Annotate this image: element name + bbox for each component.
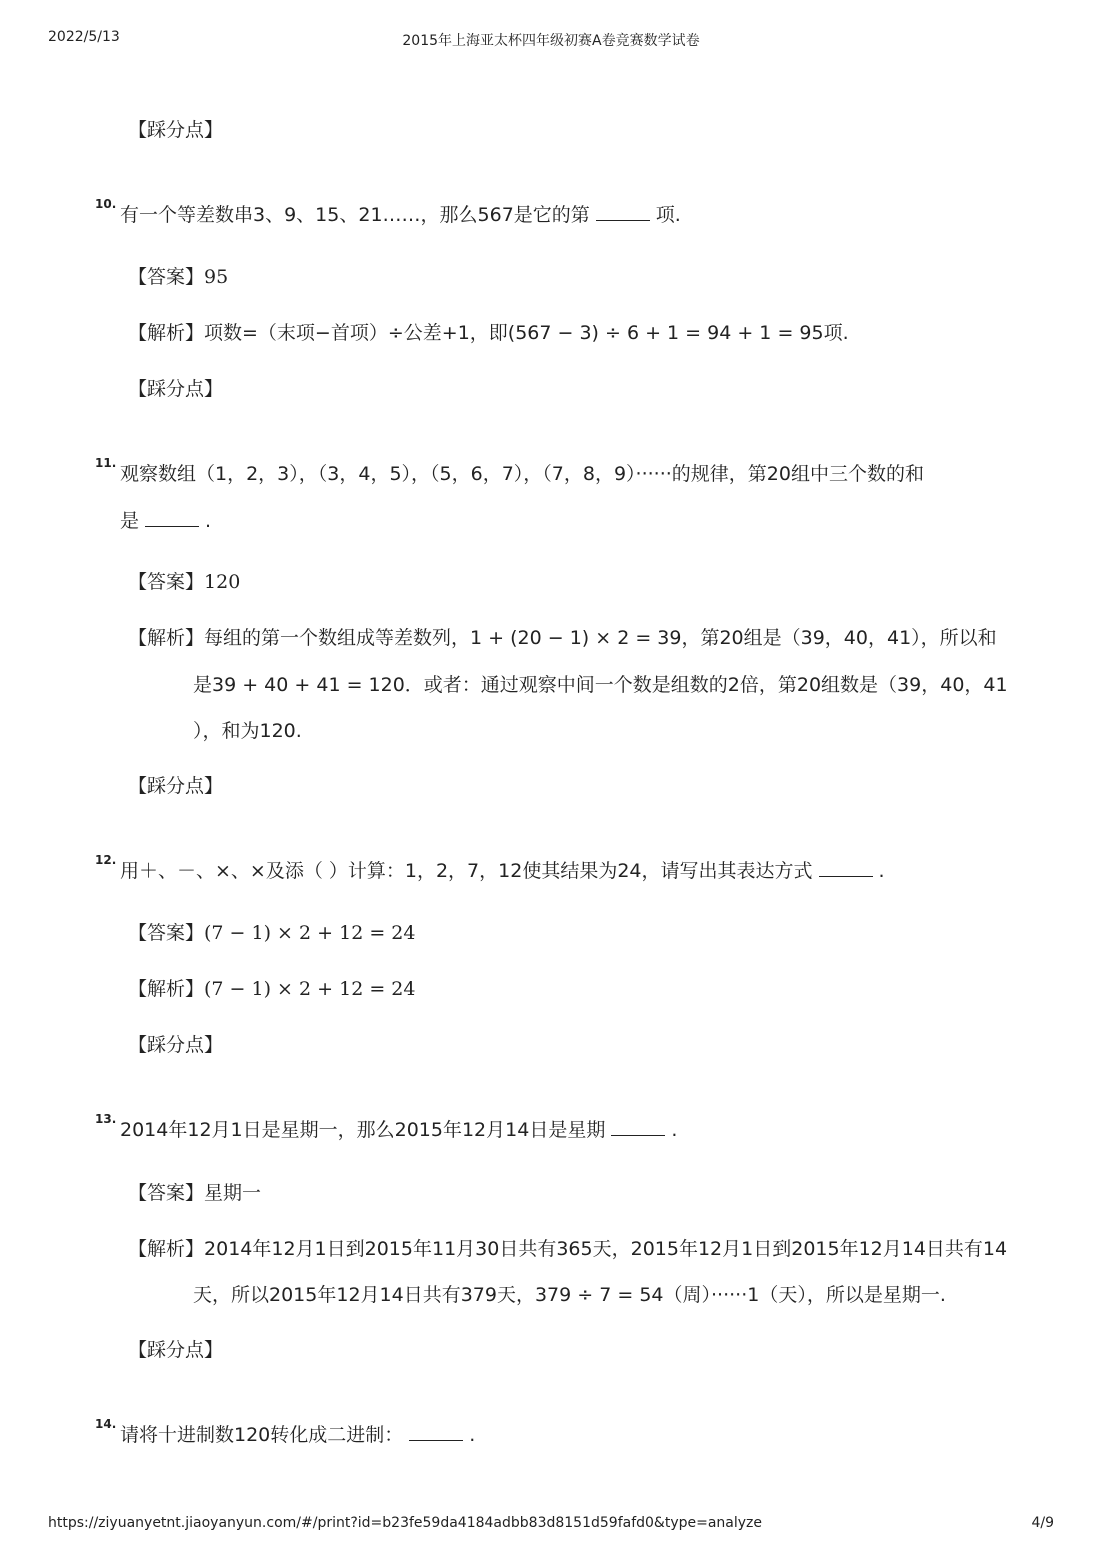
analysis-text: 项数=（末项−首项）÷公差+1，即(567 − 3) ÷ 6 + 1 = 94 + 1 = 95项. (204, 322, 849, 344)
analysis-text-cont: 是39 + 40 + 41 = 120．或者：通过观察中间一个数是组数的2倍，第20组数是（39，40，41 (193, 674, 1008, 696)
analysis-row (128, 318, 849, 345)
answer-blank[interactable] (596, 219, 650, 221)
score-label: 【踩分点】 (128, 1034, 224, 1056)
answer-row (128, 262, 228, 289)
answer-blank[interactable] (409, 1439, 463, 1441)
question-number: 12. (95, 853, 117, 867)
score-label: 【踩分点】 (128, 775, 224, 797)
analysis-label: 【解析】 (128, 978, 205, 1000)
analysis-text: 每组的第一个数组成等差数列，1 + (20 − 1) × 2 = 39，第20组是（39，40，41），所以和 (204, 627, 997, 649)
question-number: 10. (95, 197, 117, 211)
question-text: 观察数组（1，2，3），（3，4，5），（5，6，7），（7，8，9）······的规律，第20组中三个数的和 (120, 463, 924, 485)
header-date: 2022/5/13 (48, 29, 120, 45)
question-text: 2014年12月1日是星期一，那么2015年12月14日是星期 . (120, 1119, 678, 1141)
answer-label: 【答案】 (128, 266, 205, 288)
analysis-label: 【解析】 (128, 1238, 205, 1260)
question-number: 13. (95, 1112, 117, 1126)
analysis-text: (7 − 1) × 2 + 12 = 24 (204, 978, 416, 1000)
analysis-row (128, 974, 415, 1001)
footer-url: https://ziyuanyetnt.jiaoyanyun.com/#/print?id=b23fe59da4184adbb83d8151d59fafd0&type=analyze (48, 1515, 763, 1531)
answer-row (128, 918, 415, 945)
question-text: 请将十进制数120转化成二进制： . (120, 1424, 476, 1446)
question-text-cont: 是 . (120, 510, 212, 532)
answer-row (128, 567, 240, 594)
analysis-label: 【解析】 (128, 627, 205, 649)
analysis-text: 2014年12月1日到2015年11月30日共有365天，2015年12月1日到2015年12月14日共有14 (204, 1238, 1008, 1260)
answer-label: 【答案】 (128, 571, 205, 593)
header-title: 2015年上海亚太杯四年级初赛A卷竞赛数学试卷 (402, 33, 700, 49)
analysis-row (128, 623, 997, 650)
answer-value: 120 (204, 571, 241, 593)
analysis-text-cont: ），和为120. (193, 720, 302, 742)
score-label: 【踩分点】 (128, 119, 224, 141)
analysis-label: 【解析】 (128, 322, 205, 344)
question-number: 14. (95, 1417, 117, 1431)
answer-blank[interactable] (145, 525, 199, 527)
question-number: 11. (95, 456, 117, 470)
score-label: 【踩分点】 (128, 1339, 224, 1361)
answer-row (128, 1178, 261, 1205)
question-text: 有一个等差数串3、9、15、21……，那么567是它的第 项. (120, 204, 681, 226)
footer-page-number: 4/9 (1031, 1515, 1054, 1531)
question-text: 用＋、－、×、×及添（ ）计算：1，2，7，12使其结果为24，请写出其表达方式 . (120, 860, 885, 882)
answer-value: 95 (204, 266, 229, 288)
answer-value: 星期一 (204, 1182, 262, 1204)
analysis-text-cont: 天，所以2015年12月14日共有379天，379 ÷ 7 = 54（周）······1（天），所以是星期一. (193, 1284, 946, 1306)
answer-label: 【答案】 (128, 922, 205, 944)
answer-blank[interactable] (819, 875, 873, 877)
answer-label: 【答案】 (128, 1182, 205, 1204)
analysis-row (128, 1234, 1007, 1261)
answer-blank[interactable] (611, 1134, 665, 1136)
score-label: 【踩分点】 (128, 378, 224, 400)
answer-value: (7 − 1) × 2 + 12 = 24 (204, 922, 416, 944)
